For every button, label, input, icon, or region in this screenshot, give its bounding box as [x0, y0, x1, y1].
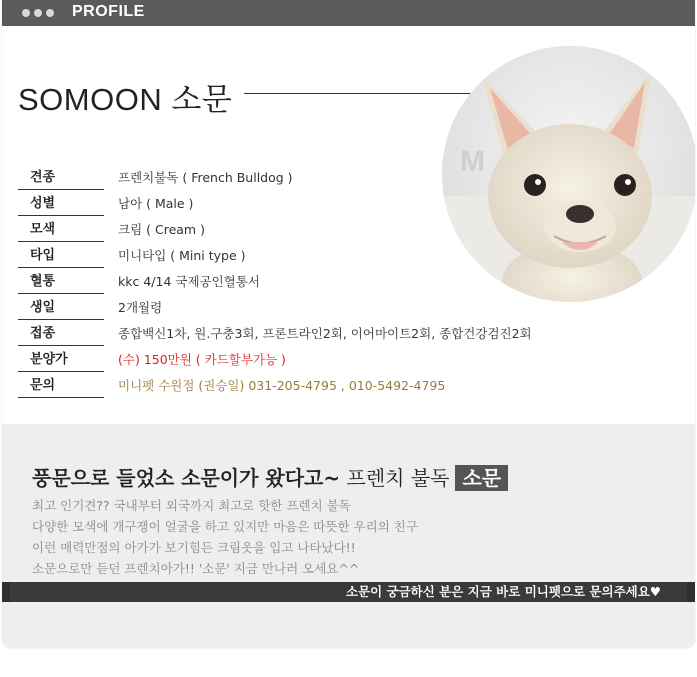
info-row-breed	[18, 165, 618, 191]
info-row-type	[18, 243, 618, 269]
promo-line: 최고 인기견?? 국내부터 외국까지 최고로 핫한 프렌치 불독	[32, 498, 351, 513]
info-row-gender	[18, 191, 618, 217]
headline-name-badge: 소문	[455, 465, 508, 491]
info-label: 견종	[18, 165, 104, 190]
headline-bold: 풍문으로 들었소 소문이가 왔다고~	[32, 466, 341, 490]
info-label: 타입	[18, 243, 104, 268]
info-row-vaccination	[18, 321, 618, 347]
cta-text: 소문이 궁금하신 분은 지금 바로 미니펫으로 문의주세요♥	[345, 584, 661, 599]
dot-icon	[34, 9, 42, 17]
contact-value: 미니펫 수원점 (권승일) 031-205-4795 , 010-5492-4795	[118, 378, 446, 393]
title-divider	[244, 93, 474, 94]
promo-panel	[2, 424, 695, 648]
headline-light: 프렌치 불독	[340, 466, 450, 490]
profile-info-table	[18, 165, 618, 399]
price-value: (수) 150만원 ( 카드할부가능 )	[118, 352, 286, 367]
info-value: 남아 ( Male )	[118, 196, 194, 211]
profile-header-bar	[2, 0, 695, 26]
dog-name-title: SOMOON 소문	[18, 82, 233, 117]
info-label: 생일	[18, 295, 104, 320]
promo-line: 이런 매력만점의 아가가 보기힘든 크림옷을 입고 나타났다!!	[32, 540, 356, 555]
header-dots	[22, 9, 58, 17]
info-value: 크림 ( Cream )	[118, 222, 205, 237]
info-row-price	[18, 347, 618, 373]
info-row-contact	[18, 373, 618, 399]
info-value: 2개월령	[118, 300, 163, 315]
info-row-birth	[18, 295, 618, 321]
info-row-pedigree	[18, 269, 618, 295]
promo-headline	[32, 462, 508, 491]
promo-line: 소문으로만 듣던 프렌치아가!! '소문' 지금 만나러 오세요^^	[32, 561, 360, 576]
dot-icon	[22, 9, 30, 17]
info-row-color	[18, 217, 618, 243]
svg-text:M: M	[460, 145, 485, 178]
dot-icon	[46, 9, 54, 17]
info-value: 프렌치불독 ( French Bulldog )	[118, 170, 293, 185]
info-label: 접종	[18, 321, 104, 346]
info-value: 종합백신1차, 원.구충3회, 프론트라인2회, 이어마이트2회, 종합건강검진2회	[118, 326, 532, 341]
profile-card	[2, 0, 695, 648]
info-label: 혈통	[18, 269, 104, 294]
cta-bar	[2, 582, 695, 602]
promo-description	[32, 495, 418, 579]
info-label: 성별	[18, 191, 104, 216]
info-label: 문의	[18, 373, 104, 398]
info-label: 모색	[18, 217, 104, 242]
info-value: 미니타입 ( Mini type )	[118, 248, 246, 263]
header-title: PROFILE	[72, 3, 145, 20]
promo-line: 다양한 모색에 개구쟁이 얼굴을 하고 있지만 마음은 따뜻한 우리의 친구	[32, 519, 418, 534]
info-value: kkc 4/14 국제공인혈통서	[118, 274, 260, 289]
info-label: 분양가	[18, 347, 104, 372]
